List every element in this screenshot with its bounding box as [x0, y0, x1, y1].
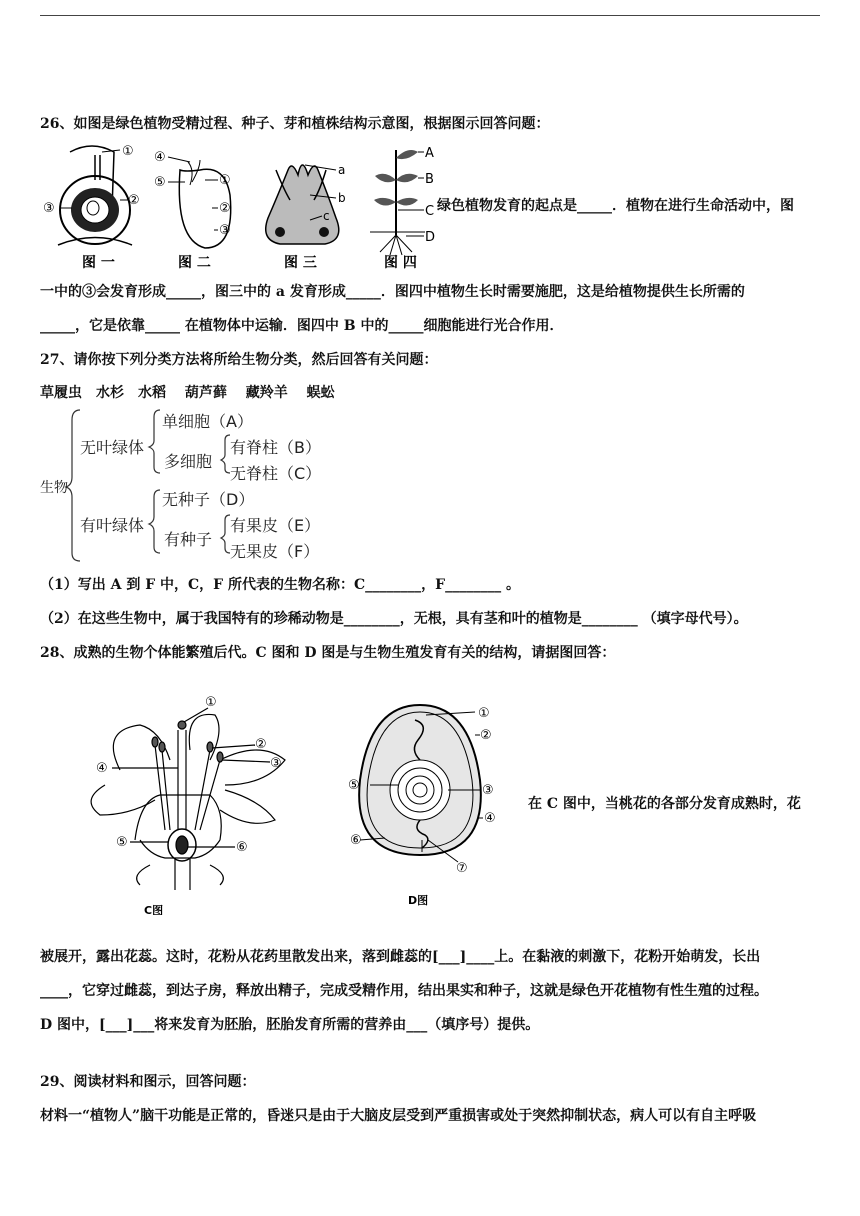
figD-label-7: ⑦ [456, 861, 468, 876]
header-rule [40, 15, 820, 16]
q28-line2: 被展开，露出花蕊。这时，花粉从花药里散发出来，落到雌蕊的[___]____上。在黏液的刺激下，花粉开始萌发，长出 [40, 949, 761, 965]
figD-label-3: ③ [482, 783, 494, 798]
fig3-caption: 图 三 [284, 255, 317, 271]
figC-caption: C图 [144, 904, 164, 915]
q28-stem: 28、成熟的生物个体能繁殖后代。C 图和 D 图是与生物生殖发育有关的结构，请据图回答： [40, 645, 616, 661]
q27-organisms: 草履虫 水杉 水稻 葫芦藓 藏羚羊 蜈蚣 [40, 385, 335, 401]
q26-stem: 26、如图是绿色植物受精过程、种子、芽和植株结构示意图，根据图示回答问题： [40, 116, 550, 132]
figure-three [266, 163, 346, 271]
figD-label-5: ⑤ [348, 778, 360, 793]
fig4-label-b: B [425, 172, 434, 187]
tree-has-seed: 有种子 [164, 530, 213, 549]
fig1-label-3: ③ [43, 201, 55, 216]
tree-no-seed: 无种子（D） [162, 490, 255, 509]
fig1-caption: 图 一 [82, 255, 115, 271]
figure-two [154, 150, 231, 271]
tree-no-chlorophyll: 无叶绿体 [80, 438, 145, 457]
fig2-label-2: ② [219, 201, 231, 216]
tree-vertebrate: 有脊柱（B） [230, 438, 321, 457]
figC-label-3: ③ [270, 756, 282, 771]
q29-stem: 29、阅读材料和图示，回答问题： [40, 1074, 256, 1090]
q26-line2: 一中的③会发育形成_____，图三中的 a 发育形成_____．图四中植物生长时需要施肥，这是给植物提供生长所需的 [40, 284, 745, 300]
q28-line4: D 图中，[___]___将来发育为胚胎，胚胎发育所需的营养由___（填序号）提供。 [40, 1017, 540, 1033]
q28-figures [60, 690, 520, 915]
classification-tree [40, 405, 380, 565]
tree-unicellular: 单细胞（A） [162, 412, 253, 431]
q26-line1: 绿色植物发育的起点是_____．植物在进行生命活动中，图 [437, 198, 794, 214]
tree-no-pericarp: 无果皮（F） [230, 542, 320, 561]
figD-label-4: ④ [484, 811, 496, 826]
figC-label-1: ① [205, 695, 217, 710]
tree-invertebrate: 无脊柱（C） [230, 464, 322, 483]
q28-line3: ____，它穿过雌蕊，到达子房，释放出精子，完成受精作用，结出果实和种子，这就是绿色开花植物有性生殖的过程。 [40, 983, 768, 999]
fig3-label-c: c [323, 209, 330, 223]
fig2-label-4: ④ [154, 150, 166, 165]
figC-label-2: ② [255, 737, 267, 752]
figD-label-6: ⑥ [350, 833, 362, 848]
fig4-label-a: A [425, 146, 434, 161]
q26-figures [40, 140, 440, 275]
fig4-caption: 图 四 [384, 255, 417, 271]
q27-sub1: （1）写出 A 到 F 中，C，F 所代表的生物名称：C________，F________ 。 [40, 577, 520, 593]
figure-one [43, 144, 140, 271]
fig3-label-a: a [338, 163, 346, 177]
fig1-label-2: ② [128, 193, 140, 208]
figC-label-6: ⑥ [236, 840, 248, 855]
figure-d-egg [348, 705, 496, 907]
q29-line1: 材料一“植物人”脑干功能是正常的，昏迷只是由于大脑皮层受到严重损害或处于突然抑制状态，病人可以有自主呼吸 [40, 1108, 757, 1124]
fig2-label-3: ③ [219, 223, 231, 238]
q27-stem: 27、请你按下列分类方法将所给生物分类，然后回答有关问题： [40, 352, 438, 368]
figC-label-4: ④ [96, 761, 108, 776]
fig2-caption: 图 二 [178, 255, 211, 271]
tree-pericarp: 有果皮（E） [230, 516, 321, 535]
fig2-label-1: ① [219, 173, 231, 188]
q26-line3: _____，它是依靠_____ 在植物体中运输．图四中 B 中的_____细胞能进行光合作用． [40, 318, 564, 334]
fig3-label-b: b [338, 191, 346, 205]
fig4-label-d: D [425, 230, 436, 245]
q27-sub2: （2）在这些生物中，属于我国特有的珍稀动物是________，无根，具有茎和叶的植物是________ （填字母代号）。 [40, 611, 748, 627]
tree-root: 生物 [40, 480, 68, 496]
figD-label-1: ① [478, 706, 490, 721]
fig4-label-c: C [425, 204, 435, 219]
q28-line1: 在 C 图中，当桃花的各部分发育成熟时，花 [528, 796, 801, 812]
fig2-label-5: ⑤ [154, 175, 166, 190]
tree-multicellular: 多细胞 [164, 452, 213, 471]
fig1-label-1: ① [122, 144, 134, 159]
figure-c-flower [91, 708, 285, 890]
tree-has-chlorophyll: 有叶绿体 [80, 516, 145, 535]
figure-four [370, 146, 435, 271]
figD-label-2: ② [480, 728, 492, 743]
figC-label-5: ⑤ [116, 835, 128, 850]
figD-caption: D图 [408, 894, 429, 907]
